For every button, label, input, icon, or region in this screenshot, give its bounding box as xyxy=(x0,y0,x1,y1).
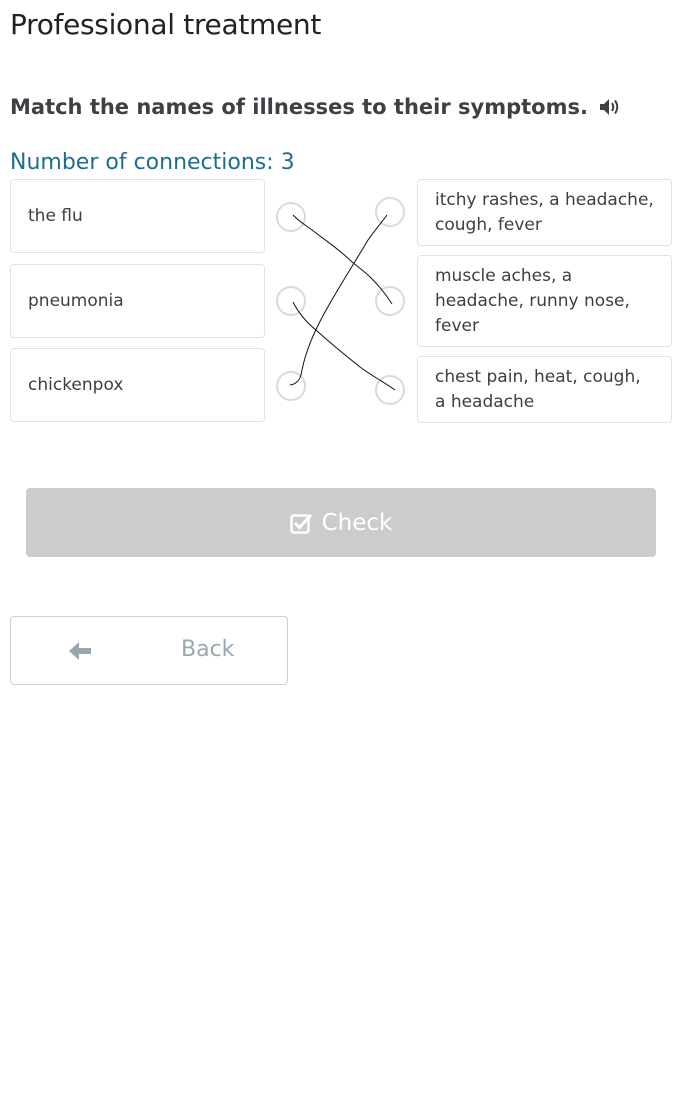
right-item-label: itchy rashes, a headache, cough, fever xyxy=(435,189,654,235)
left-item-flu[interactable] xyxy=(10,179,265,253)
right-connector-dot[interactable] xyxy=(375,375,405,405)
right-item-label: muscle aches, a headache, runny nose, fever xyxy=(435,265,630,336)
right-item-itchy-rashes[interactable] xyxy=(417,179,672,246)
left-connector-dot[interactable] xyxy=(276,286,306,316)
speaker-icon[interactable] xyxy=(598,96,622,118)
instruction-text: Match the names of illnesses to their symptoms. xyxy=(10,95,588,119)
left-connector-dot[interactable] xyxy=(276,371,306,401)
back-button[interactable] xyxy=(10,616,288,685)
connection-line-pneumonia xyxy=(293,302,395,390)
connections-count: Number of connections: 3 xyxy=(10,150,295,175)
back-button-label: Back xyxy=(181,637,235,662)
left-item-label: chickenpox xyxy=(28,374,124,395)
task-instruction xyxy=(10,95,622,119)
check-button[interactable] xyxy=(26,488,656,557)
checkbox-icon xyxy=(290,512,314,534)
arrow-left-icon xyxy=(67,640,93,668)
left-item-label: the flu xyxy=(28,205,83,226)
left-item-label: pneumonia xyxy=(28,290,124,311)
connection-line-flu xyxy=(293,215,392,304)
check-button-label: Check xyxy=(321,509,393,536)
left-item-chickenpox[interactable] xyxy=(10,348,265,422)
left-connector-dot[interactable] xyxy=(276,202,306,232)
page-title: Professional treatment xyxy=(10,8,322,41)
right-connector-dot[interactable] xyxy=(375,197,405,227)
left-item-pneumonia[interactable] xyxy=(10,264,265,338)
right-item-muscle-aches[interactable] xyxy=(417,255,672,347)
right-item-label: chest pain, heat, cough, a headache xyxy=(435,366,641,412)
right-connector-dot[interactable] xyxy=(375,286,405,316)
right-item-chest-pain[interactable] xyxy=(417,356,672,423)
